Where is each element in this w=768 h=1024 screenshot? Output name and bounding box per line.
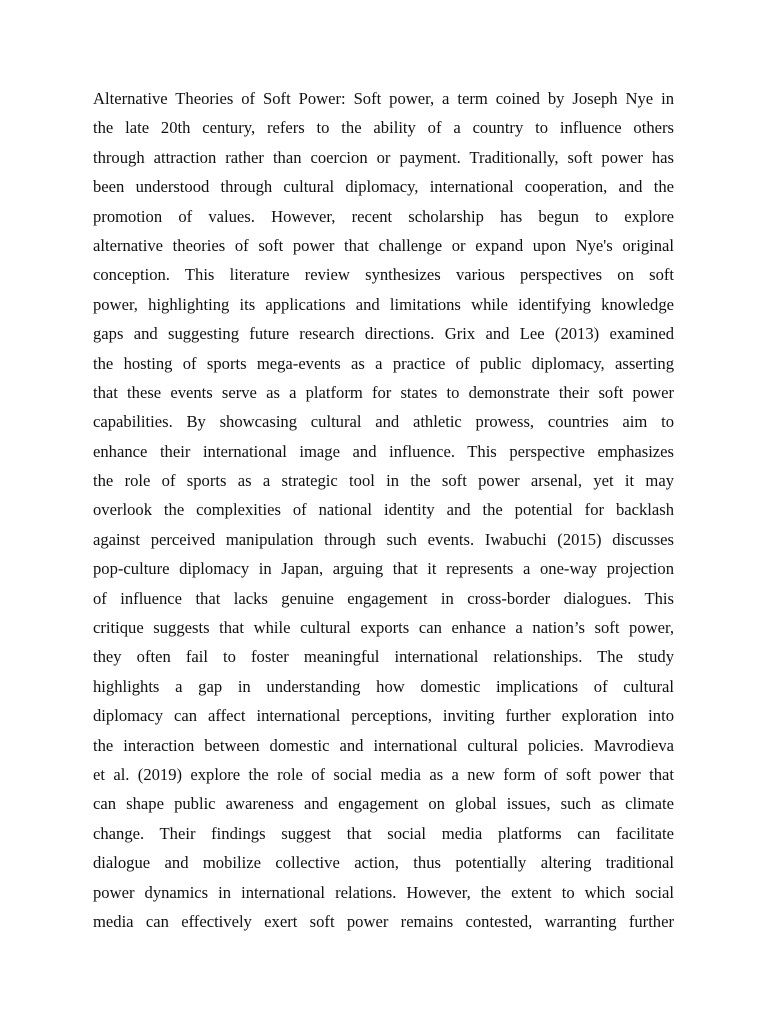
text-line: the hosting of sports mega-events as a practice of public diplomacy, asserting xyxy=(93,353,674,373)
text-line: critique suggests that while cultural exports can enhance a nation’s soft power, xyxy=(93,618,674,638)
text-line: conception. This literature review synthesizes various perspectives on soft xyxy=(93,265,674,285)
text-line: enhance their international image and influence. This perspective emphasizes xyxy=(93,441,674,461)
text-line: promotion of values. However, recent scholarship has begun to explore xyxy=(93,206,674,226)
text-line: media can effectively exert soft power remains contested, warranting further xyxy=(93,911,674,931)
text-line: power, highlighting its applications and limitations while identifying knowledge xyxy=(93,294,674,314)
text-line: change. Their findings suggest that social media platforms can facilitate xyxy=(93,823,674,843)
text-line: the role of sports as a strategic tool in the soft power arsenal, yet it may xyxy=(93,471,674,491)
text-line: against perceived manipulation through such events. Iwabuchi (2015) discusses xyxy=(93,529,674,549)
body-paragraph xyxy=(93,84,674,936)
text-line: capabilities. By showcasing cultural and athletic prowess, countries aim to xyxy=(93,412,674,432)
text-line: et al. (2019) explore the role of social media as a new form of soft power that xyxy=(93,764,674,784)
text-line: they often fail to foster meaningful international relationships. The study xyxy=(93,647,674,667)
text-line: Alternative Theories of Soft Power: Soft power, a term coined by Joseph Nye in xyxy=(93,89,674,108)
text-line: been understood through cultural diplomacy, international cooperation, and the xyxy=(93,177,674,197)
text-line: can shape public awareness and engagement on global issues, such as climate xyxy=(93,794,674,814)
text-line: diplomacy can affect international perceptions, inviting further exploration into xyxy=(93,706,674,726)
text-line: that these events serve as a platform for states to demonstrate their soft power xyxy=(93,382,674,402)
text-line: pop-culture diplomacy in Japan, arguing that it represents a one-way projection xyxy=(93,559,674,579)
text-line: through attraction rather than coercion or payment. Traditionally, soft power has xyxy=(93,147,674,167)
text-line: the interaction between domestic and international cultural policies. Mavrodieva xyxy=(93,735,674,755)
text-line: gaps and suggesting future research directions. Grix and Lee (2013) examined xyxy=(93,324,674,344)
text-line: power dynamics in international relations. However, the extent to which social xyxy=(93,882,674,902)
text-line: overlook the complexities of national identity and the potential for backlash xyxy=(93,500,674,520)
text-line: the late 20th century, refers to the ability of a country to influence others xyxy=(93,118,674,138)
text-line: highlights a gap in understanding how domestic implications of cultural xyxy=(93,676,674,696)
text-line: alternative theories of soft power that challenge or expand upon Nye's original xyxy=(93,235,674,255)
text-line: dialogue and mobilize collective action, thus potentially altering traditional xyxy=(93,853,674,873)
text-line: of influence that lacks genuine engagement in cross-border dialogues. This xyxy=(93,588,674,608)
